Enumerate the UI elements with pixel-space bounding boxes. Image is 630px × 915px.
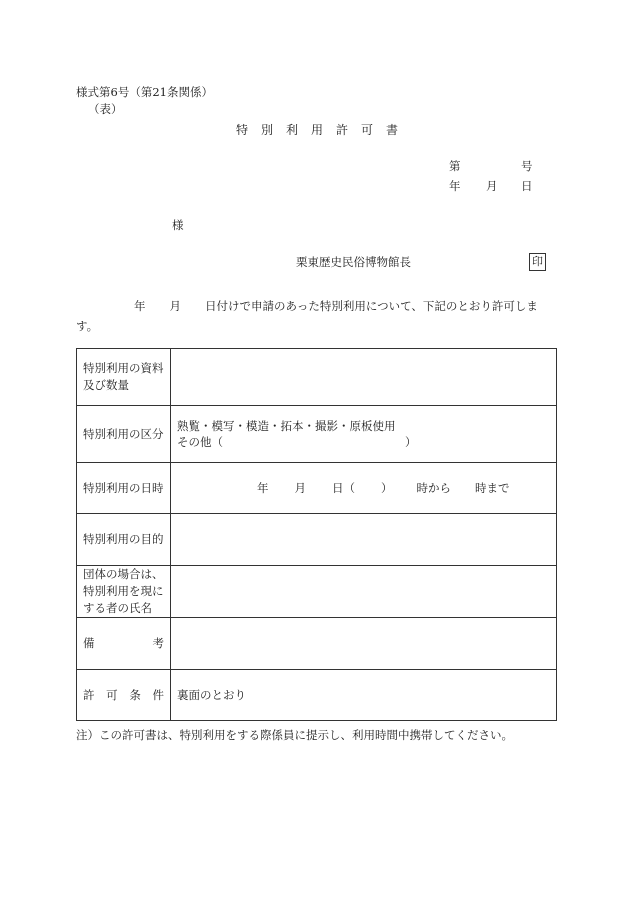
- conditions-value: 裏面のとおり: [171, 670, 557, 721]
- conditions-label: [77, 670, 171, 721]
- intro-year: 年: [134, 299, 146, 313]
- category-field[interactable]: [171, 406, 557, 463]
- purpose-label: 特別利用の目的: [77, 514, 171, 566]
- date-year-label: 年: [449, 179, 461, 193]
- row-materials: [77, 349, 557, 406]
- remarks-label: [77, 618, 171, 670]
- form-number: 様式第6号（第21条関係）: [76, 85, 213, 99]
- document-title: 特別利用許可書: [236, 123, 412, 137]
- datetime-label: 特別利用の日時: [77, 463, 171, 514]
- datetime-field[interactable]: [171, 463, 557, 514]
- row-remarks: [77, 618, 557, 670]
- addressee-honorific: 様: [172, 218, 184, 232]
- category-other: [177, 434, 550, 450]
- footnote: 注）この許可書は、特別利用をする際係員に提示し、利用時間中携帯してください。: [76, 728, 513, 742]
- materials-field[interactable]: [171, 349, 557, 406]
- datetime-year: 年: [257, 481, 269, 495]
- row-conditions: [77, 670, 557, 721]
- purpose-field[interactable]: [171, 514, 557, 566]
- group-label: 団体の場合は、特別利用を現にする者の氏名: [77, 566, 171, 618]
- materials-label: 特別利用の資料及び数量: [77, 349, 171, 406]
- category-options: 熟覧・模写・模造・拓本・撮影・原板使用: [177, 419, 396, 433]
- date-month-label: 月: [486, 179, 498, 193]
- remarks-label-text: 備 考: [83, 636, 164, 650]
- datetime-month: 月: [294, 481, 306, 495]
- issuer-name: 栗東歴史民俗博物館長: [296, 255, 411, 269]
- intro-paragraph: [76, 296, 556, 336]
- row-category: [77, 406, 557, 463]
- category-label: 特別利用の区分: [77, 406, 171, 463]
- row-datetime: [77, 463, 557, 514]
- datetime-weekday-close: ）: [381, 481, 393, 495]
- seal-stamp: 印: [529, 253, 546, 271]
- category-other-close: ）: [405, 435, 417, 449]
- datetime-from: 時から: [416, 481, 451, 495]
- permit-table: [76, 348, 557, 721]
- document-number-label: 第: [449, 159, 461, 173]
- datetime-day: 日（: [332, 481, 355, 495]
- conditions-label-text: 許 可 条 件: [83, 687, 164, 702]
- form-side-label: （表）: [88, 102, 123, 116]
- date-day-label: 日: [521, 179, 533, 193]
- datetime-until: 時まで: [475, 481, 510, 495]
- intro-text: 日付けで申請のあった特別利用について、下記のとおり許可します。: [76, 299, 538, 333]
- row-purpose: [77, 514, 557, 566]
- group-field[interactable]: [171, 566, 557, 618]
- remarks-field[interactable]: [171, 618, 557, 670]
- row-group: [77, 566, 557, 618]
- category-other-open: その他（: [177, 435, 223, 449]
- document-number-suffix: 号: [521, 159, 533, 173]
- intro-month: 月: [169, 299, 181, 313]
